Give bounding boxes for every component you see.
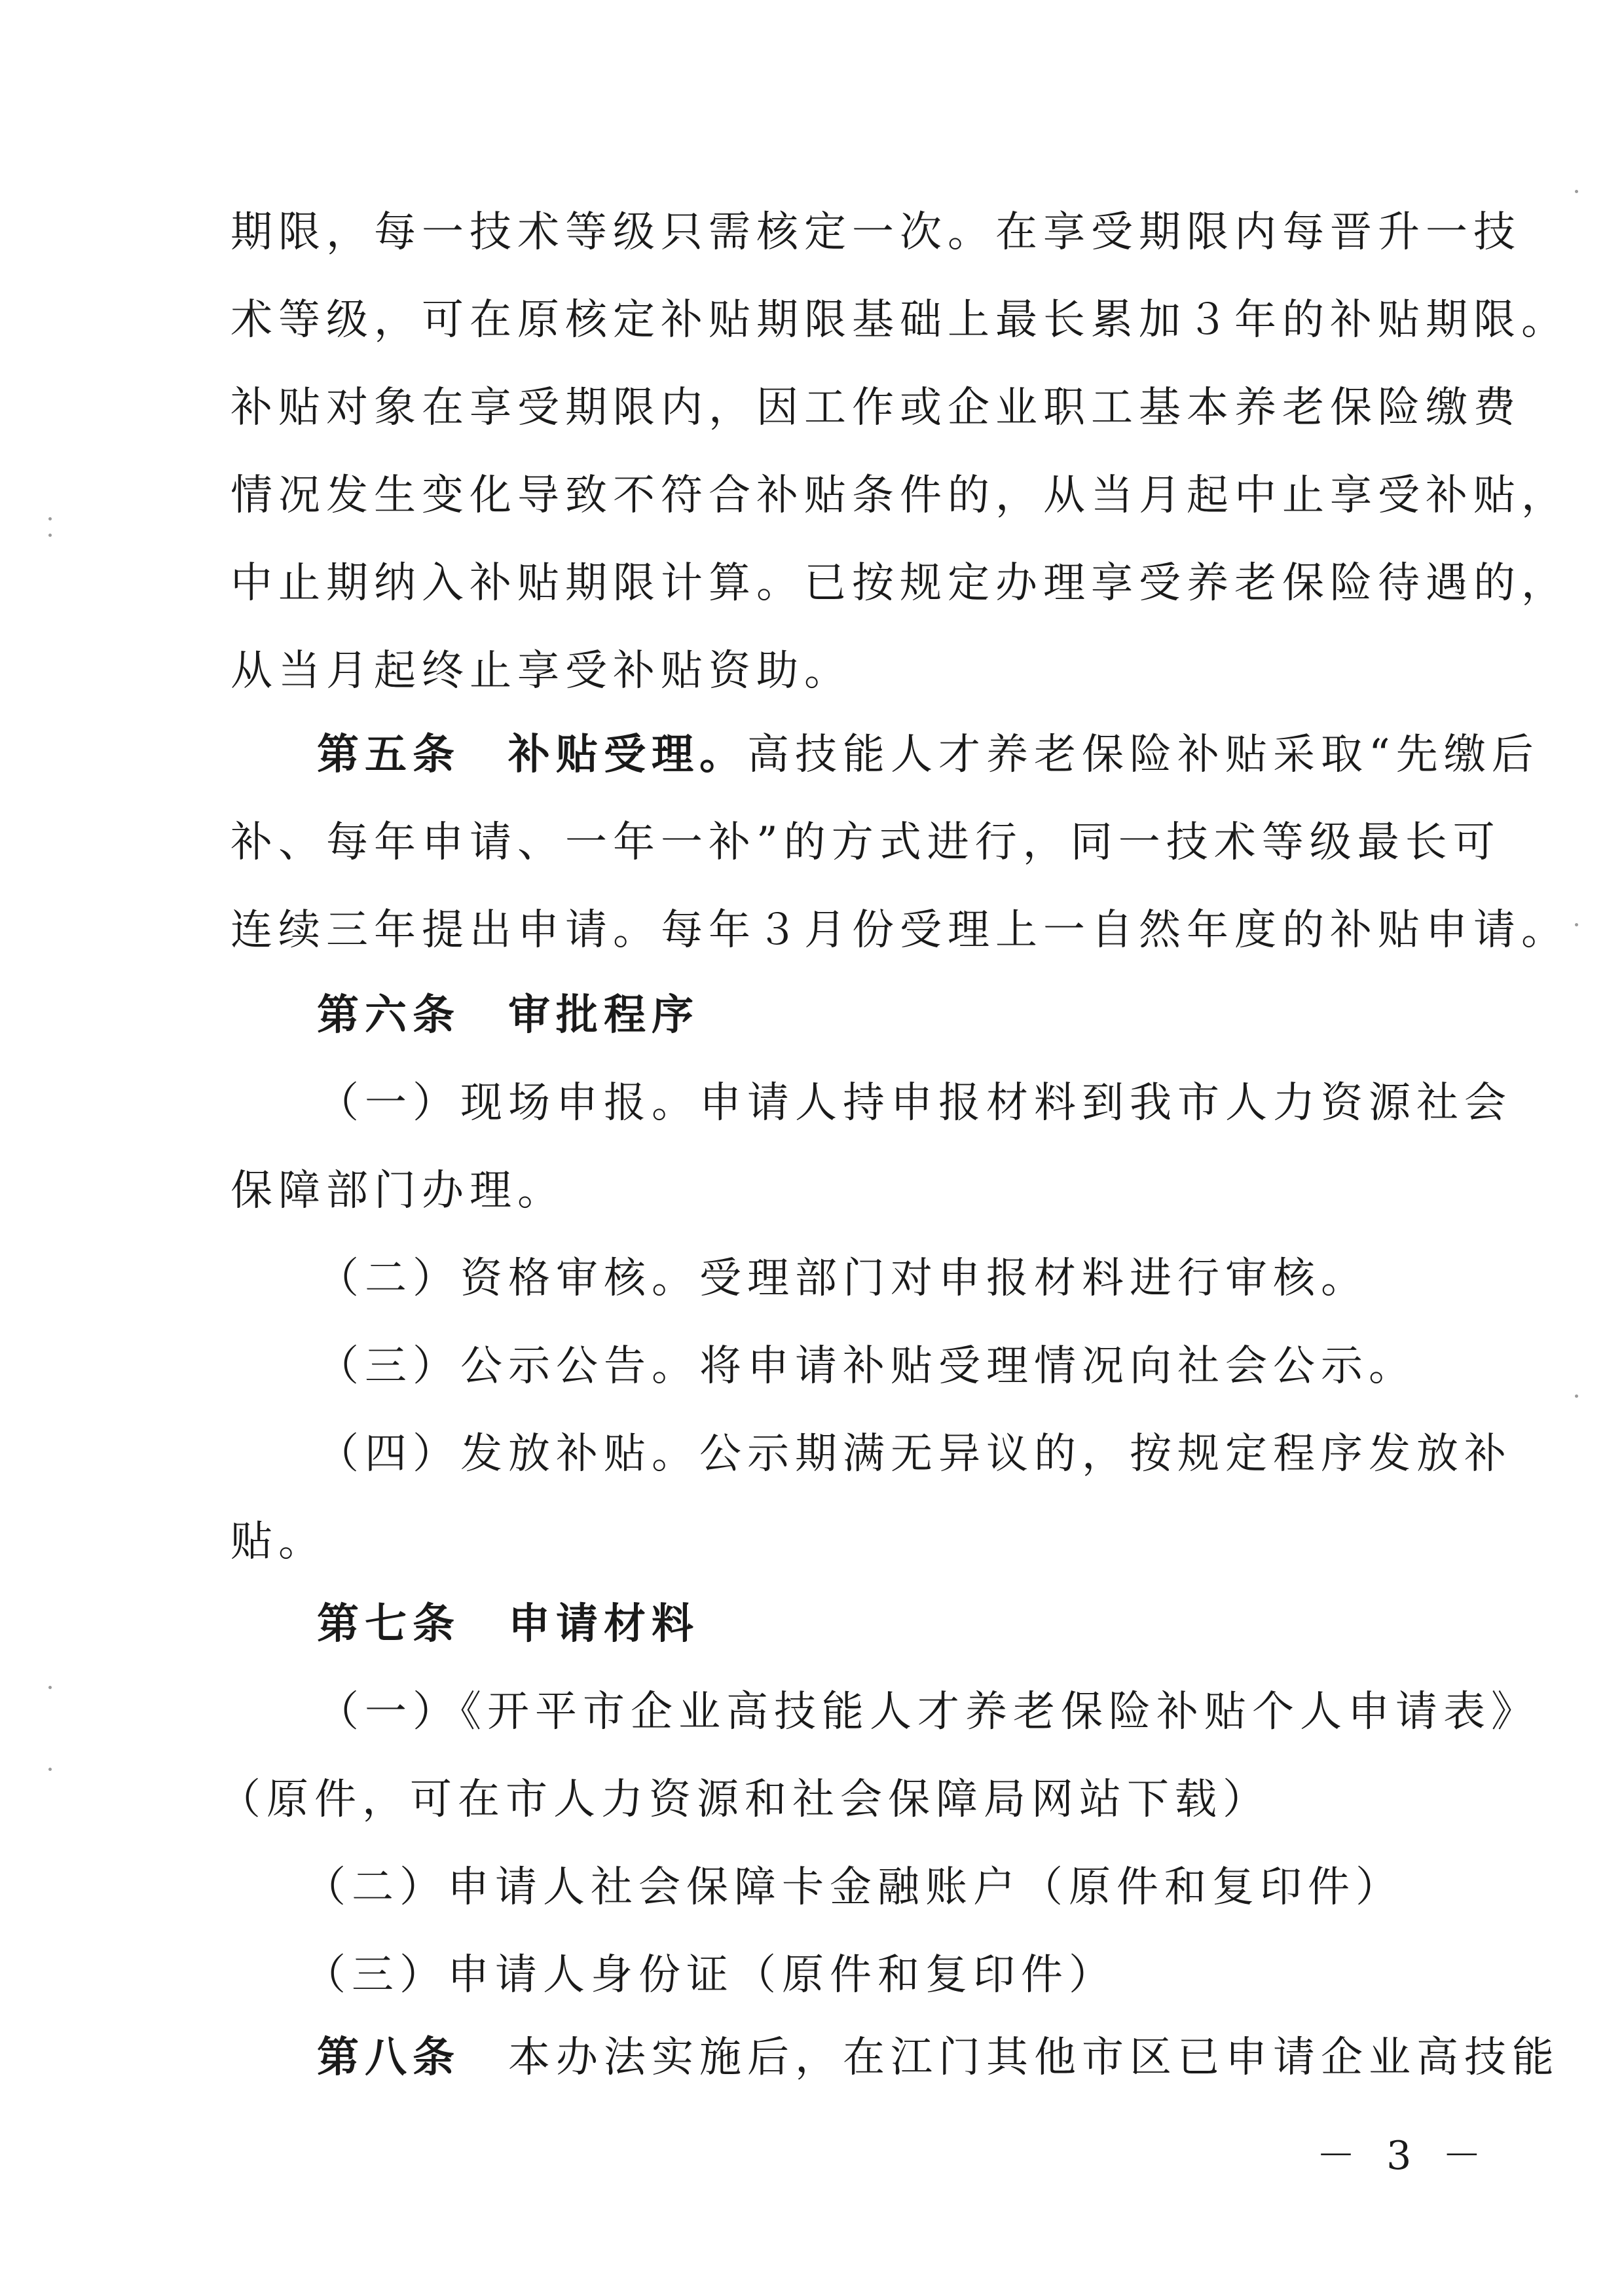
- scan-speck: [1575, 1394, 1578, 1398]
- article5-text: 高技能人才养老保险补贴采取“先缴后: [747, 731, 1540, 779]
- article5: [231, 711, 1569, 974]
- scan-speck: [48, 1686, 52, 1689]
- article6-item-continuation: 保障部门办理。: [231, 1167, 565, 1215]
- article7-heading: 第七条 申请材料: [317, 1599, 699, 1649]
- article7-item: （一）《开平市企业高技能人才养老保险补贴个人申请表》: [317, 1688, 1539, 1736]
- scan-speck: [1575, 190, 1578, 193]
- article7-item-continuation: （原件，可在市人力资源和社会保障局网站下载）: [219, 1776, 1270, 1824]
- article6: [231, 972, 1512, 1586]
- scan-speck: [48, 534, 52, 537]
- article7-item: （二）申请人社会保障卡金融账户（原件和复印件）: [304, 1863, 1403, 1912]
- article8-text: 本办法实施后，在江门其他市区已申请企业高技能: [460, 2033, 1560, 2082]
- article5-heading: 第五条 补贴受理。: [317, 730, 747, 779]
- article4-continuation: [231, 189, 1569, 715]
- text-line: 中止期纳入补贴期限计算。已按规定办理享受养老保险待遇的，: [231, 559, 1569, 608]
- article8: [231, 2014, 1560, 2102]
- article7: [219, 1580, 1539, 2019]
- scan-speck: [48, 1768, 52, 1771]
- text-line: 补、每年申请、一年一补”的方式进行，同一技术等级最长可: [231, 818, 1501, 867]
- article6-item-continuation: 贴。: [231, 1518, 326, 1566]
- scan-speck: [1575, 923, 1578, 926]
- text-line: 从当月起终止享受补贴资助。: [231, 647, 852, 695]
- article7-item: （三）申请人身份证（原件和复印件）: [304, 1951, 1116, 1999]
- article6-item: （二）资格审核。受理部门对申报材料进行审核。: [317, 1254, 1369, 1303]
- text-line: 补贴对象在享受期限内，因工作或企业职工基本养老保险缴费: [231, 384, 1521, 432]
- article6-item: （一）现场申报。申请人持申报材料到我市人力资源社会: [317, 1079, 1512, 1127]
- article6-item: （三）公示公告。将申请补贴受理情况向社会公示。: [317, 1342, 1416, 1391]
- article8-first-line: [231, 2014, 1560, 2102]
- page-number: － 3 －: [1316, 2133, 1491, 2179]
- text-line: 情况发生变化导致不符合补贴条件的，从当月起中止享受补贴，: [231, 471, 1569, 520]
- article8-heading: 第八条: [317, 2033, 460, 2082]
- article6-heading: 第六条 审批程序: [317, 991, 699, 1040]
- article6-item: （四）发放补贴。公示期满无异议的，按规定程序发放补: [317, 1430, 1512, 1478]
- scan-speck: [48, 517, 52, 520]
- text-line: 期限，每一技术等级只需核定一次。在享受期限内每晋升一技: [231, 208, 1521, 257]
- article5-first-line: [231, 711, 1540, 799]
- text-line: 术等级，可在原核定补贴期限基础上最长累加３年的补贴期限。: [231, 296, 1569, 344]
- text-line: 连续三年提出申请。每年３月份受理上一自然年度的补贴申请。: [231, 906, 1569, 955]
